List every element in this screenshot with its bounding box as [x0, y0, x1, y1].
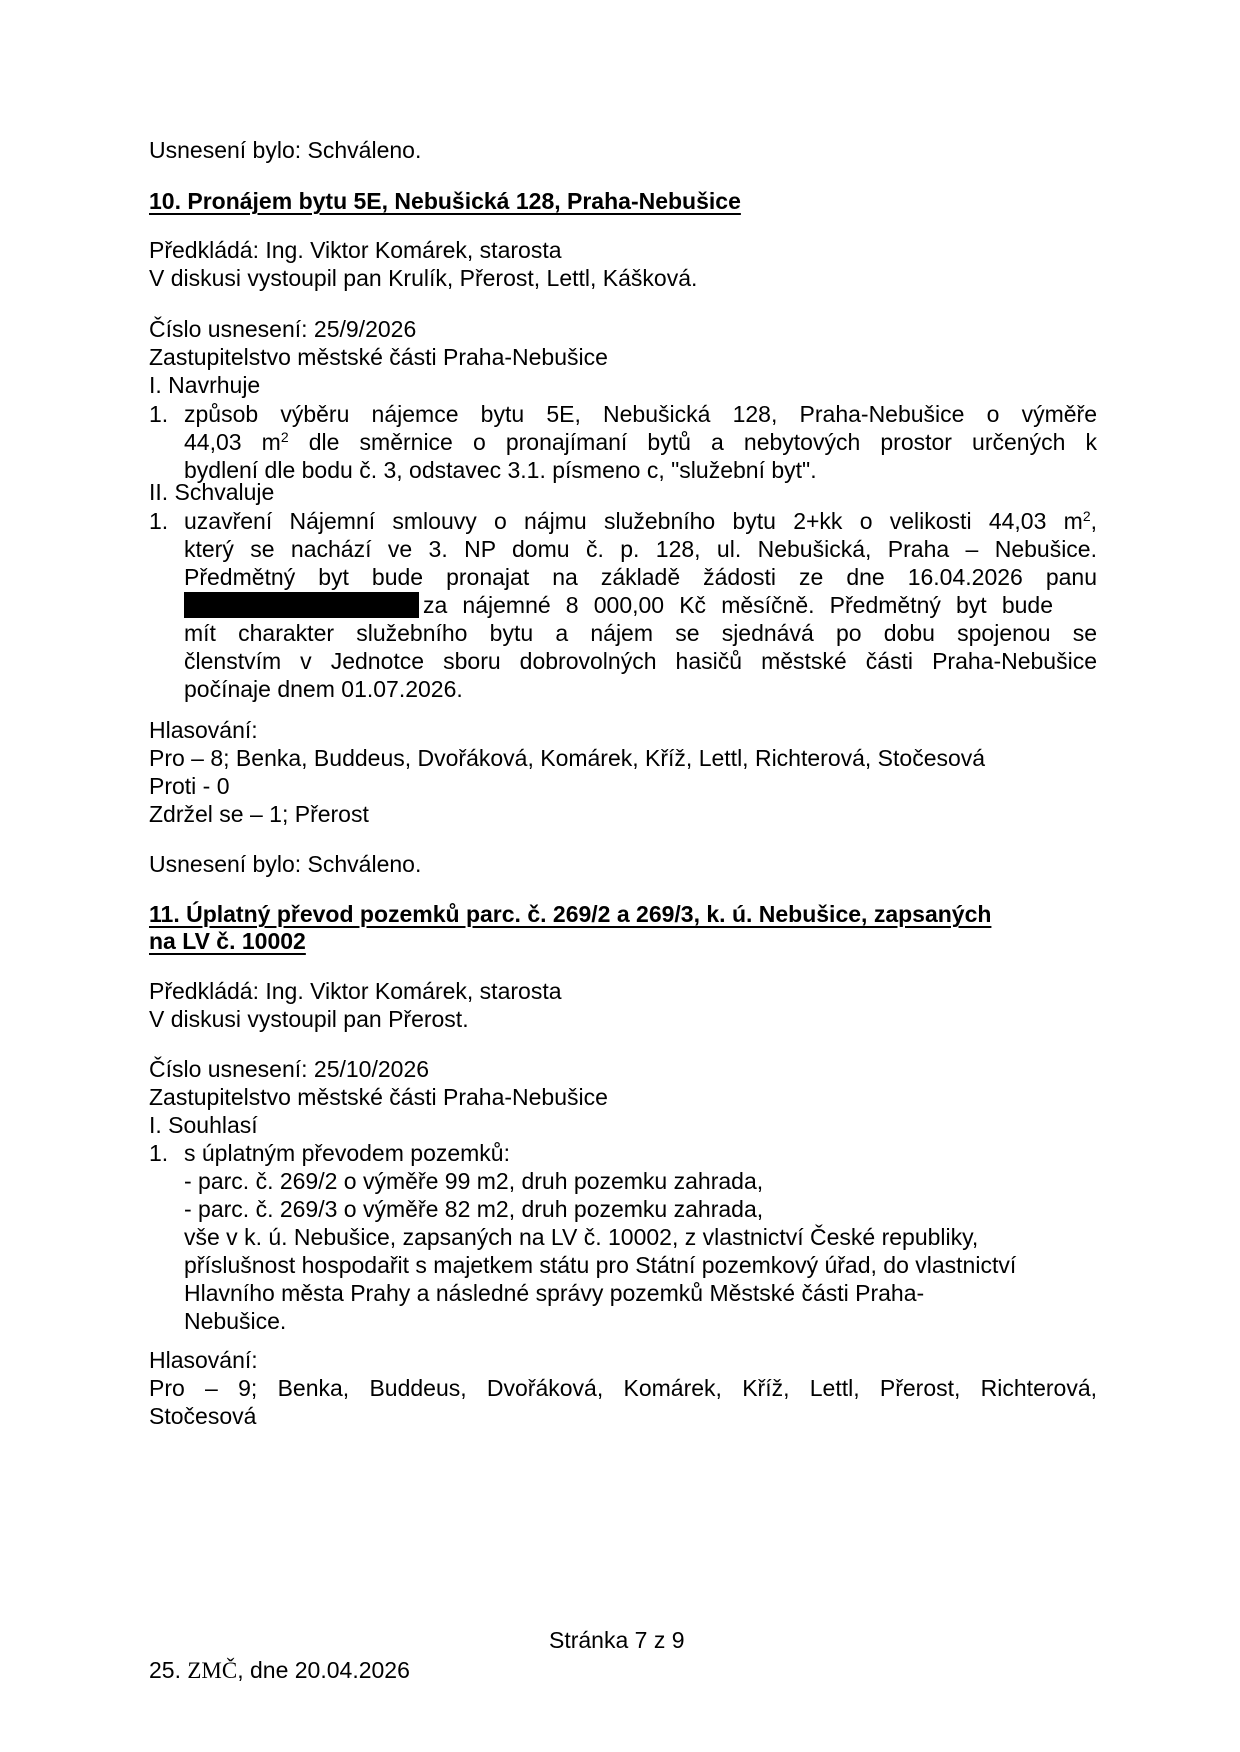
text-line: počínaje dnem 01.07.2026.: [184, 676, 463, 702]
page-number: Stránka 7 z 9: [549, 1627, 685, 1653]
text-line: za nájemné 8 000,00 Kč měsíčně. Předmětný byt bude: [184, 591, 1097, 619]
votes-for: Pro – 9; Benka, Buddeus, Dvořáková, Komárek, Kříž, Lettl, Přerost, Richterová,: [149, 1375, 1097, 1401]
voting-heading: Hlasování:: [149, 1347, 258, 1373]
section-heading-10: 10. Pronájem bytu 5E, Nebušická 128, Praha-Nebušice: [149, 188, 741, 214]
text-line: mít charakter služebního bytu a nájem se sjednává po dobu spojenou se: [184, 620, 1097, 646]
resolution-status: Usnesení bylo: Schváleno.: [149, 851, 422, 877]
text-line: - parc. č. 269/2 o výměře 99 m2, druh pozemku zahrada,: [184, 1168, 764, 1194]
presenter: Předkládá: Ing. Viktor Komárek, starosta: [149, 237, 562, 263]
resolution-number: Číslo usnesení: 25/9/2026: [149, 316, 417, 342]
resolution-number: Číslo usnesení: 25/10/2026: [149, 1056, 430, 1082]
text-line: s úplatným převodem pozemků:: [184, 1140, 510, 1166]
item-number: 1.: [149, 1140, 169, 1166]
redaction-bar: [184, 592, 419, 618]
discussion: V diskusi vystoupil pan Krulík, Přerost, Lettl, Kášková.: [149, 265, 698, 291]
section-heading-11: 11. Úplatný převod pozemků parc. č. 269/2 a 269/3, k. ú. Nebušice, zapsaných: [149, 901, 992, 927]
text-line: bydlení dle bodu č. 3, odstavec 3.1. písmeno c, "služební byt".: [184, 457, 817, 483]
votes-against: Proti - 0: [149, 773, 230, 799]
council-name: Zastupitelstvo městské části Praha-Nebušice: [149, 1084, 608, 1110]
resolution-status: Usnesení bylo: Schváleno.: [149, 137, 422, 163]
discussion: V diskusi vystoupil pan Přerost.: [149, 1006, 469, 1032]
text-line: vše v k. ú. Nebušice, zapsaných na LV č. 10002, z vlastnictví České republiky,: [184, 1224, 979, 1250]
text-line: uzavření Nájemní smlouvy o nájmu služebního bytu 2+kk o velikosti 44,03 $m^2$,: [184, 508, 1097, 534]
votes-abstained: Zdržel se – 1; Přerost: [149, 801, 369, 827]
voting-heading: Hlasování:: [149, 717, 258, 743]
approves-heading: II. Schvaluje: [149, 479, 275, 505]
presenter: Předkládá: Ing. Viktor Komárek, starosta: [149, 978, 562, 1004]
text-line: Hlavního města Prahy a následné správy pozemků Městské části Praha-: [184, 1280, 925, 1306]
item-number: 1.: [149, 401, 169, 427]
section-heading-11-cont: na LV č. 10002: [149, 928, 306, 954]
approval-item: [184, 507, 1097, 703]
item-number: 1.: [149, 508, 169, 534]
footer-date: 25. ZMČ, dne 20.04.2026: [149, 1657, 410, 1683]
proposes-heading: I. Navrhuje: [149, 372, 261, 398]
text-line: - parc. č. 269/3 o výměře 82 m2, druh pozemku zahrada,: [184, 1196, 764, 1222]
text-line: 44,03 $m^2$ dle směrnice o pronajímaní bytů a nebytových prostor určených k: [184, 429, 1097, 455]
proposal-item: [184, 400, 1097, 484]
votes-for-cont: Stočesová: [149, 1403, 257, 1429]
text-line: Nebušice.: [184, 1308, 287, 1334]
agrees-heading: I. Souhlasí: [149, 1112, 258, 1138]
votes-for: Pro – 8; Benka, Buddeus, Dvořáková, Komárek, Kříž, Lettl, Richterová, Stočesová: [149, 745, 986, 771]
agreement-item: [184, 1139, 1097, 1335]
text-line: Předmětný byt bude pronajat na základě žádosti ze dne 16.04.2026 panu: [184, 564, 1097, 590]
text-line: způsob výběru nájemce bytu 5E, Nebušická 128, Praha-Nebušice o výměře: [184, 401, 1097, 427]
text-line: příslušnost hospodařit s majetkem státu pro Státní pozemkový úřad, do vlastnictví: [184, 1252, 1017, 1278]
text-line: členstvím v Jednotce sboru dobrovolných hasičů městské části Praha-Nebušice: [184, 648, 1097, 674]
text-line: který se nachází ve 3. NP domu č. p. 128, ul. Nebušická, Praha – Nebušice.: [184, 536, 1097, 562]
council-name: Zastupitelstvo městské části Praha-Nebušice: [149, 344, 608, 370]
